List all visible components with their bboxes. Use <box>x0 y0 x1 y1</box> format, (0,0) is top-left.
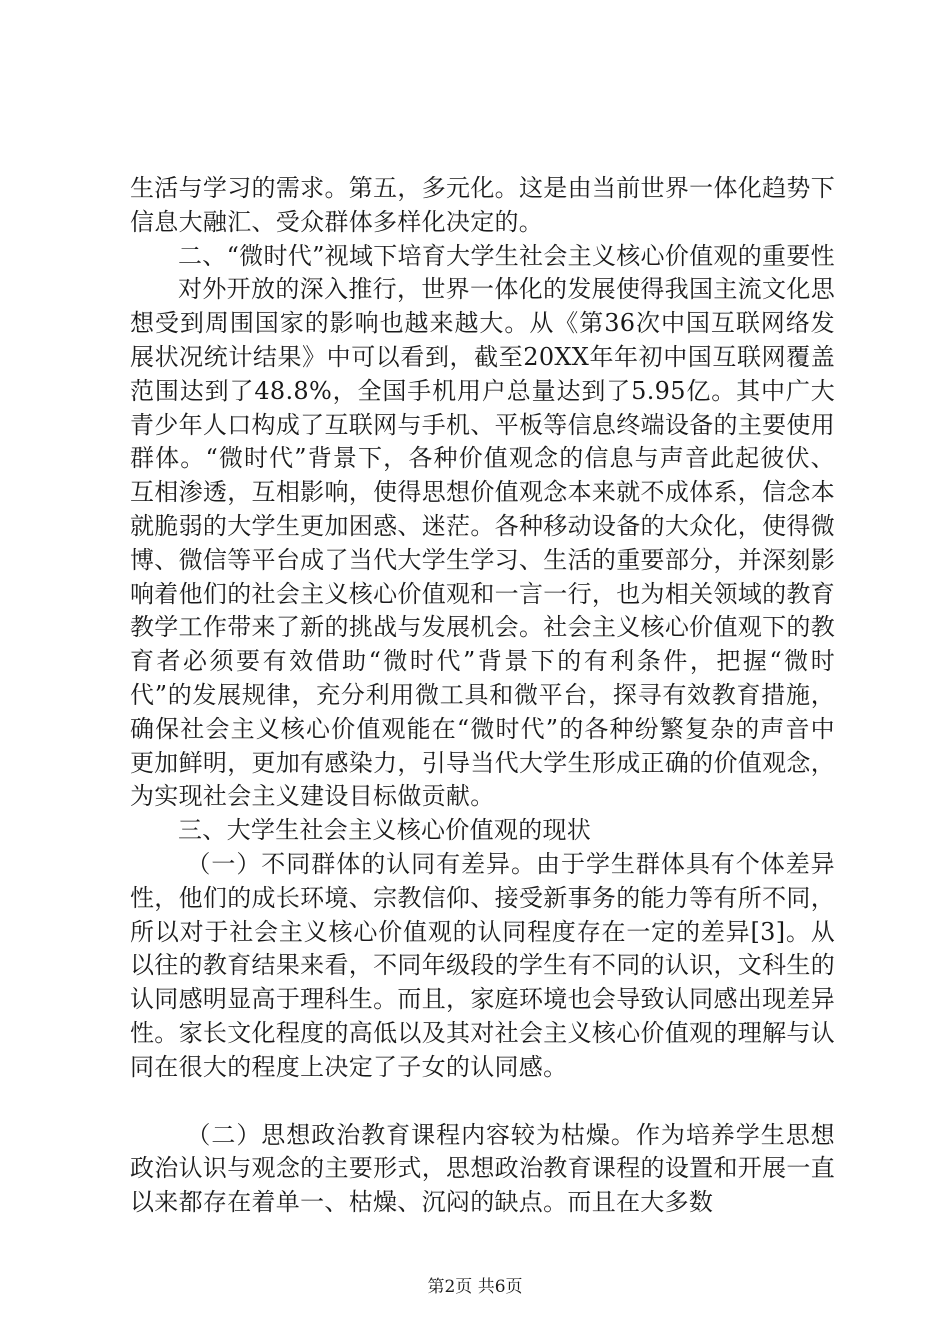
section-heading-3: 三、大学生社会主义核心价值观的现状 <box>178 816 592 845</box>
paragraph-subsection-2: （二）思想政治教育课程内容较为枯燥。作为培养学生思想政治认识与观念的主要形式，思想政治教育课程的设置和开展一直以来都存在着单一、枯燥、沉闷的缺点。而且在大多数 <box>130 1120 835 1217</box>
paragraph-subsection-1: （一）不同群体的认同有差异。由于学生群体具有个体差异性，他们的成长环境、宗教信仰、接受新事务的能力等有所不同，所以对于社会主义核心价值观的认同程度存在一定的差异[3]。从以往的教育结果来看，不同年级段的学生有不同的认识，文科生的认同感明显高于理科生。而且，家庭环境也会导致认同感出现差异性。家长文化程度的高低以及其对社会主义核心价值观的理解与认同在很大的程度上决定了子女的认同感。 <box>130 849 835 1081</box>
paragraph-spacer <box>130 1085 835 1119</box>
section-heading-2: 二、“微时代”视域下培育大学生社会主义核心价值观的重要性 <box>178 241 835 270</box>
paragraph-importance: 对外开放的深入推行，世界一体化的发展使得我国主流文化思想受到周围国家的影响也越来越大。从《第36次中国互联网络发展状况统计结果》中可以看到，截至20XX年年初中国互联网覆盖范围达到了48.8%，全国手机用户总量达到了5.95亿。其中广大青少年人口构成了互联网与手机、平板等信息终端设备的主要使用群体。“微时代”背景下，各种价值观念的信息与声音此起彼伏、互相渗透，互相影响，使得思想价值观念本来就不成体系，信念本就脆弱的大学生更加困惑、迷茫。各种移动设备的大众化，使得微博、微信等平台成了当代大学生学习、生活的重要部分，并深刻影响着他们的社会主义核心价值观和一言一行，也为相关领域的教育教学工作带来了新的挑战与发展机会。社会主义核心价值观下的教育者必须要有效借助“微时代”背景下的有利条件，把握“微时代”的发展规律，充分利用微工具和微平台，探寻有效教育措施，确保社会主义核心价值观能在“微时代”的各种纷繁复杂的声音中更加鲜明，更加有感染力，引导当代大学生形成正确的价值观念，为实现社会主义建设目标做贡献。 <box>130 275 835 811</box>
paragraph-continuation: 生活与学习的需求。第五，多元化。这是由当前世界一体化趋势下信息大融汇、受众群体多样化决定的。 <box>130 174 835 236</box>
page-footer: 第2页 共6页 <box>427 1277 523 1297</box>
document-body <box>130 172 835 1220</box>
